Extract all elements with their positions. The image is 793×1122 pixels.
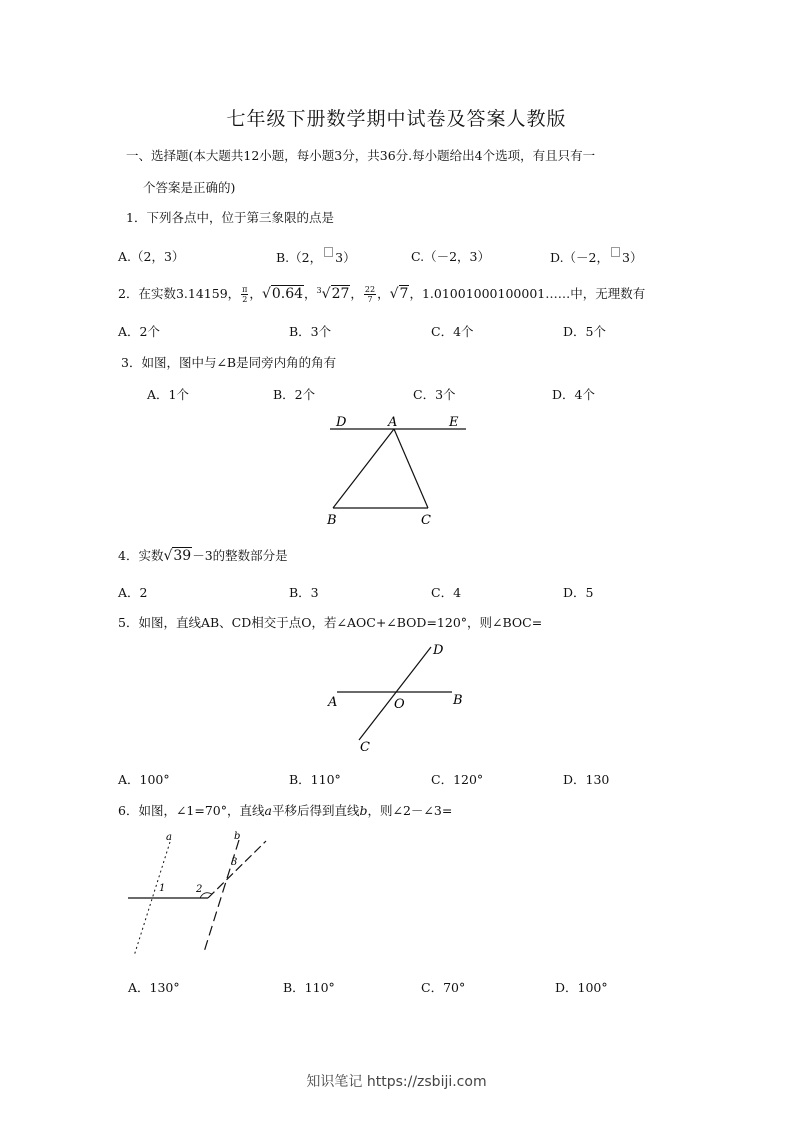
label-D: D <box>433 643 444 658</box>
label-O: O <box>394 697 405 712</box>
sqrt-39: √39 <box>163 548 192 564</box>
q6-option-b: B．110° <box>283 980 335 995</box>
missing-glyph-icon <box>611 247 620 257</box>
label-E: E <box>449 415 459 430</box>
question-5-stem: 5．如图，直线AB、CD相交于点O，若∠AOC+∠BOD=120°，则∠BOC= <box>118 615 543 630</box>
q5-option-d: D．130 <box>563 772 610 787</box>
q3-option-a: A．1个 <box>147 387 189 402</box>
label-1: 1 <box>159 883 166 894</box>
q6-option-a: A．130° <box>128 980 180 995</box>
label-B: B <box>327 513 337 528</box>
q2-option-c: C．4个 <box>431 324 474 339</box>
sqrt-7: √7 <box>389 286 409 302</box>
footer-watermark: 知识笔记 https://zsbiji.com <box>306 1074 487 1090</box>
label-A: A <box>388 415 398 430</box>
q6-option-d: D．100° <box>555 980 608 995</box>
label-B: B <box>453 693 463 708</box>
q4-option-a: A．2 <box>118 585 148 600</box>
question-3-stem: 3．如图，图中与∠B是同旁内角的角有 <box>121 355 337 370</box>
q3-option-c: C．3个 <box>413 387 456 402</box>
cube-root-27: √27 <box>321 286 350 302</box>
q1-option-c: C.（－2，3） <box>411 249 490 264</box>
q3-triangle-figure <box>320 410 480 530</box>
question-2-stem: 2．在实数3.14159， $\frac{\pi}{2}$ ，√0.64，$^3$√27， $\frac{22}{7}$ ，√7，1.01001000100001……中，无理数有 <box>118 285 646 304</box>
q5-option-c: C．120° <box>431 772 484 787</box>
q5-option-a: A．100° <box>118 772 170 787</box>
q3-option-d: D．4个 <box>552 387 595 402</box>
q4-option-c: C．4 <box>431 585 462 600</box>
q5-intersecting-lines-figure <box>320 638 470 758</box>
section-heading-cont: 个答案是正确的) <box>143 180 236 195</box>
q2-option-a: A．2个 <box>118 324 160 339</box>
label-3: 3 <box>231 857 238 868</box>
q3-option-b: B．2个 <box>273 387 316 402</box>
q6-option-c: C．70° <box>421 980 466 995</box>
page-title: 七年级下册数学期中试卷及答案人教版 <box>226 108 567 130</box>
question-4-stem: 4．实数√39－3的整数部分是 <box>118 548 288 564</box>
q1-option-a: A.（2，3） <box>118 249 185 264</box>
fraction-pi-over-2: $\frac{\pi}{2}$ <box>242 285 248 304</box>
label-b: b <box>234 831 241 842</box>
q2-option-b: B．3个 <box>289 324 332 339</box>
sqrt-0.64: √0.64 <box>261 286 304 302</box>
question-1-stem: 1．下列各点中，位于第三象限的点是 <box>126 210 334 225</box>
question-6-stem: 6．如图，∠1=70°，直线a平移后得到直线b，则∠2－∠3= <box>118 803 453 818</box>
q2-option-d: D．5个 <box>563 324 606 339</box>
label-a: a <box>166 832 172 843</box>
q4-option-d: D．5 <box>563 585 594 600</box>
q6-parallel-lines-figure <box>120 826 280 962</box>
fraction-22-over-7: $\frac{22}{7}$ <box>364 285 376 304</box>
q1-option-d: D.（－2， 3） <box>550 247 642 266</box>
label-D: D <box>336 415 347 430</box>
label-2: 2 <box>196 884 203 895</box>
q5-option-b: B．110° <box>289 772 341 787</box>
q4-option-b: B．3 <box>289 585 319 600</box>
label-C: C <box>360 740 370 755</box>
missing-glyph-icon <box>324 247 333 257</box>
label-C: C <box>421 513 431 528</box>
section-heading: 一、选择题(本大题共12小题，每小题3分，共36分.每小题给出4个选项，有且只有一 <box>126 148 596 163</box>
label-A: A <box>328 695 338 710</box>
q1-option-b: B.（2， 3） <box>276 247 356 266</box>
